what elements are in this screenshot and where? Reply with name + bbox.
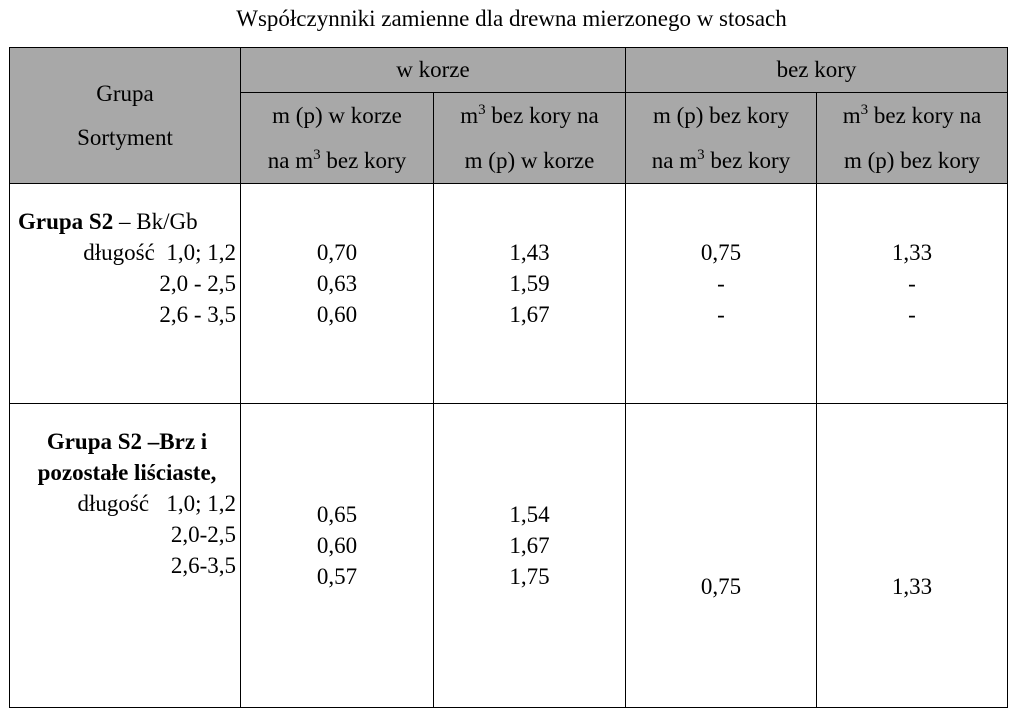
col1-header-line1: m (p) w korze bbox=[272, 103, 402, 128]
value: 1,43 bbox=[509, 240, 550, 265]
value: 1,59 bbox=[509, 271, 550, 296]
table-row bbox=[10, 184, 1008, 404]
value: - bbox=[908, 271, 916, 296]
value: 1,67 bbox=[509, 533, 550, 558]
value-cell bbox=[626, 184, 817, 404]
group-title-line1: Grupa S2 –Brz i bbox=[46, 429, 208, 454]
col2-header-line1: $m^3$ bez kory na bbox=[460, 102, 599, 128]
value-cell bbox=[434, 404, 626, 708]
col1-header bbox=[241, 93, 434, 184]
header-row-top bbox=[10, 48, 1008, 93]
length-label: długość 1,0; 1,2 bbox=[83, 240, 236, 265]
value: 0,65 bbox=[316, 502, 358, 527]
group-header-line2: Sortyment bbox=[77, 124, 173, 150]
length-label: 2,0-2,5 bbox=[170, 522, 236, 547]
value: 0,63 bbox=[316, 271, 358, 296]
col4-header bbox=[817, 93, 1008, 184]
value-cell: 1,33 bbox=[817, 404, 1008, 708]
col3-header bbox=[626, 93, 817, 184]
value: 1,75 bbox=[509, 564, 550, 589]
value: 0,57 bbox=[316, 564, 358, 589]
group-header-line1: Grupa bbox=[96, 80, 154, 106]
group-assortment-header bbox=[10, 48, 241, 184]
group-label-cell bbox=[10, 184, 241, 404]
value-cell bbox=[817, 184, 1008, 404]
col1-header-line2: na $m^3$ bez kory bbox=[267, 147, 407, 173]
value: - bbox=[717, 302, 725, 327]
col2-header-line2: m (p) w korze bbox=[464, 148, 595, 173]
col2-header bbox=[434, 93, 626, 184]
value-cell bbox=[241, 404, 434, 708]
length-label: 2,0 - 2,5 bbox=[159, 271, 236, 296]
value: 1,54 bbox=[509, 502, 550, 527]
length-label: 2,6 - 3,5 bbox=[159, 302, 236, 327]
bark-off-header: bez kory bbox=[626, 48, 1008, 93]
group-label-cell bbox=[10, 404, 241, 708]
col3-header-line1: m (p) bez kory bbox=[652, 103, 790, 128]
value: 0,60 bbox=[316, 533, 358, 558]
length-label: długość 1,0; 1,2 bbox=[77, 491, 236, 516]
value: 0,60 bbox=[316, 302, 358, 327]
value-cell bbox=[434, 184, 626, 404]
conversion-factors-table bbox=[9, 47, 1008, 708]
value: 0,75 bbox=[700, 240, 742, 265]
length-label: 2,6-3,5 bbox=[170, 553, 236, 578]
col3-header-line2: na $m^3$ bez kory bbox=[651, 147, 791, 173]
value-cell: 0,75 bbox=[626, 404, 817, 708]
group-title: Grupa S2 – Bk/Gb bbox=[18, 209, 198, 234]
col4-header-line1: $m^3$ bez kory na bbox=[842, 102, 982, 128]
table-caption: Współczynniki zamienne dla drewna mierzonego w stosach bbox=[236, 6, 787, 31]
value-cell bbox=[241, 184, 434, 404]
group-title-line2: pozostałe liściaste, bbox=[37, 460, 217, 485]
col4-header-line2: m (p) bez kory bbox=[843, 148, 981, 173]
value: 0,70 bbox=[316, 240, 358, 265]
table-row bbox=[10, 404, 1008, 708]
value: - bbox=[908, 302, 916, 327]
value: - bbox=[717, 271, 725, 296]
value: 1,33 bbox=[891, 240, 933, 265]
bark-on-header: w korze bbox=[241, 48, 626, 93]
value: 1,67 bbox=[509, 302, 550, 327]
